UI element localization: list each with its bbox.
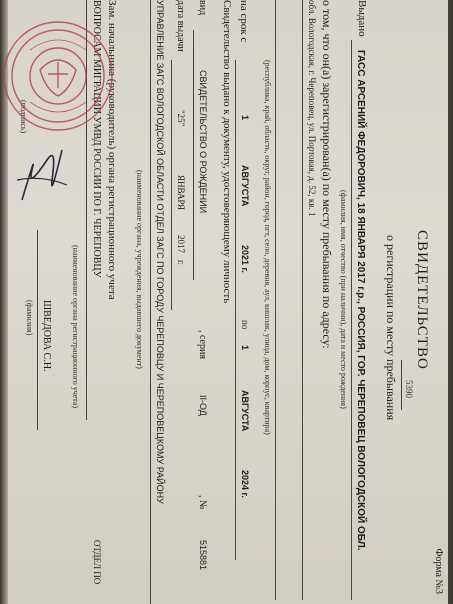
signer-name: ШВЕДОВА С.Н. xyxy=(41,300,52,372)
certificate-number: 5390 xyxy=(404,380,414,398)
registration-text: о том, что он(а) зарегистрирован(а) по месту пребывания по адресу: xyxy=(320,0,334,349)
issued-hint: (фамилия, имя, отчество (при наличии), дата и место рождения) xyxy=(339,190,348,409)
term-to-label: по xyxy=(240,320,250,330)
issued-value: ГАСС АРСЕНИЙ ФЕДОРОВИЧ, 18 ЯНВАРЯ 2017 г.р., РОССИЯ, ГОР. ЧЕРЕПОВЕЦ ВОЛОГОДСКОЙ ОБЛ. xyxy=(355,50,366,551)
issuing-org: УПРАВЛЕНИЕ ЗАГС ВОЛОГОДСКОЙ ОБЛАСТИ ОТДЕЛ ЗАГС ПО ГОРОДУ ЧЕРЕПОВЦУ И ЧЕРЕПОВЕЦКОМУ РАЙОНУ xyxy=(155,0,165,504)
address-hint: (республика, край, область, округ, район, город, пгт, село, деревня, аул, кишлак, улица, дом, корпус, квартира) xyxy=(263,60,272,435)
issue-date-year: 2017 xyxy=(176,235,186,253)
deputy-hint: (наименование органа регистрационного учета) xyxy=(71,245,80,409)
form-number: Форма №3 xyxy=(433,548,444,594)
deputy-title: Зам. начальника (руководитель) органа регистрационного учета xyxy=(106,0,118,300)
document-type-label: вид xyxy=(197,0,208,16)
issued-label: Выдано xyxy=(356,0,368,37)
signature-label: (подпись) xyxy=(19,100,28,134)
document-subtitle: о регистрации по месту пребывания xyxy=(384,235,398,421)
issued-line xyxy=(351,40,352,600)
document-number-label: , № xyxy=(197,495,208,510)
term-from-year: 2021 г. xyxy=(240,245,250,273)
issue-date-day: "25" xyxy=(176,110,186,127)
term-from-month: АВГУСТА xyxy=(240,165,250,207)
term-to-month: АВГУСТА xyxy=(240,390,250,432)
deputy-org: ВОПРОСАМ МИГРАЦИИ УМВД РОССИИ ПО Г. ЧЕРЕПОВЦУ xyxy=(91,0,102,278)
document-title: СВИДЕТЕЛЬСТВО xyxy=(414,230,430,370)
document-number-value: 515881 xyxy=(198,540,208,571)
official-seal xyxy=(0,10,120,140)
address-line-2 xyxy=(275,0,276,600)
address-line xyxy=(302,0,303,600)
issue-date-suffix: г. xyxy=(176,260,186,265)
issue-date-month: ЯНВАРЯ xyxy=(176,175,186,210)
signer-line xyxy=(37,230,38,430)
issuing-org-line xyxy=(150,0,151,604)
signature-mark xyxy=(12,130,72,210)
term-to-day: 1 xyxy=(240,345,250,351)
document-type-line xyxy=(193,30,194,280)
issue-date-label: дата выдачи xyxy=(175,0,186,52)
signer-hint: (фамилия) xyxy=(25,300,34,336)
document-type-value: СВИДЕТЕЛЬСТВО О РОЖДЕНИИ xyxy=(198,70,208,214)
basis-text: Свидетельство выдано к документу, удостоверяющему личность xyxy=(221,0,233,304)
document-series-label: , серия xyxy=(197,330,208,359)
term-to-year: 2024 г. xyxy=(240,470,250,498)
term-line xyxy=(235,60,236,560)
term-from-day: 1 xyxy=(240,115,250,121)
dept-label: ОТДЕЛ ПО xyxy=(92,540,102,585)
issuing-org-hint: (наименование органа, учреждения, выдавшего документ) xyxy=(135,170,144,369)
term-label: на срок с xyxy=(238,0,250,43)
certificate-number-line xyxy=(401,360,402,410)
document-series-value: II-ОД xyxy=(198,395,208,416)
registration-address: обл. Вологодская, г. Череповец, ул. Портовая, д. 52, кв. 1 xyxy=(307,0,317,217)
issue-date-line xyxy=(171,60,172,310)
